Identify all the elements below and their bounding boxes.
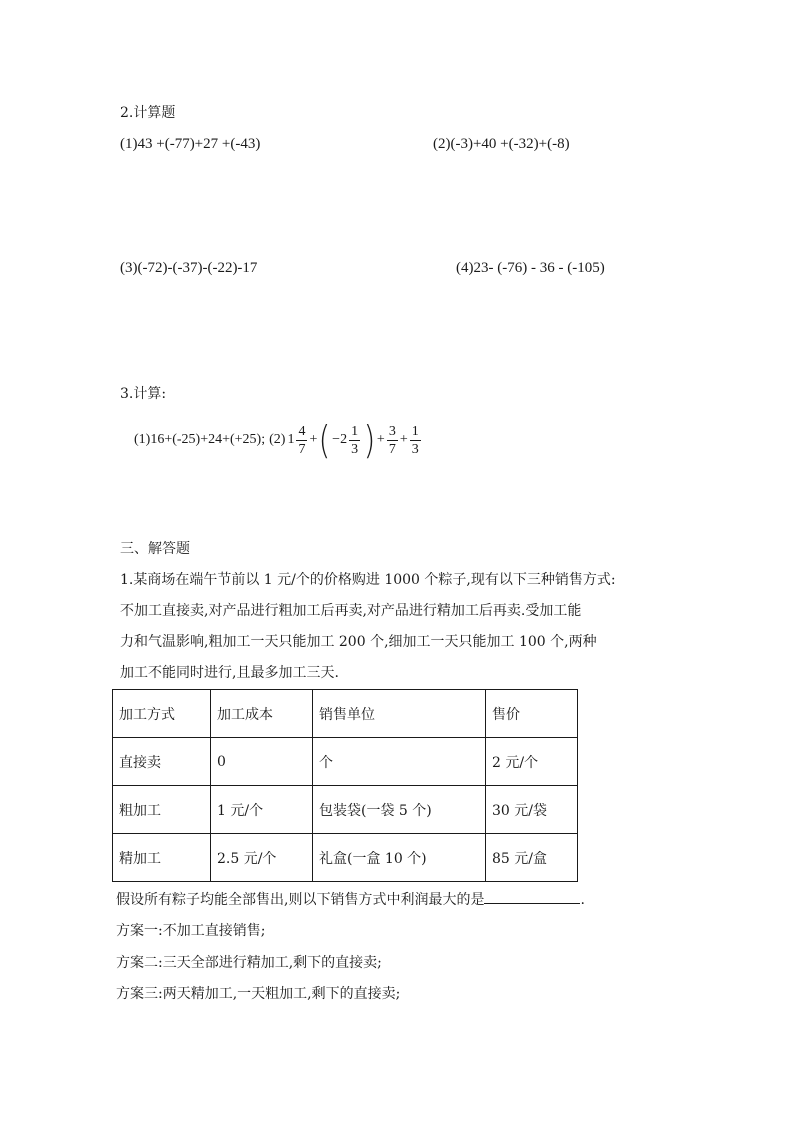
table-cell: 2.5 元/个 (211, 834, 313, 882)
section3-part2-label: (2) (269, 432, 286, 447)
section-answers-heading: 三、解答题 (120, 541, 190, 557)
table-header-row (113, 690, 578, 738)
plan-1: 方案一:不加工直接销售; (116, 923, 266, 939)
open-paren: ( (318, 418, 331, 462)
plus-sign: + (309, 432, 318, 447)
table-cell: 包装袋(一袋 5 个) (313, 786, 486, 834)
question-2-4: (4)23- (-76) - 36 - (-105) (456, 260, 605, 276)
mixed2-whole: −2 (332, 432, 348, 447)
question-2-3: (3)(-72)-(-37)-(-22)-17 (120, 260, 258, 276)
question-line (116, 889, 585, 910)
table-header-cell: 销售单位 (313, 690, 486, 738)
table-cell: 30 元/袋 (486, 786, 578, 834)
section3-heading: 3.计算: (120, 386, 167, 402)
section3-part1: (1)16+(-25)+24+(+25); (134, 432, 266, 447)
problem-line-3: 力和气温影响,粗加工一天只能加工 200 个,细加工一天只能加工 100 个,两种 (120, 634, 597, 650)
table-cell: 礼盒(一盒 10 个) (313, 834, 486, 882)
fraction-3-7: $\frac{3}{7}$ (388, 423, 396, 457)
table-header-cell: 加工方式 (113, 690, 211, 738)
processing-table (112, 689, 578, 882)
table-row (113, 834, 578, 882)
table-cell: 0 (211, 738, 313, 786)
close-paren: ) (363, 418, 376, 462)
table-cell: 精加工 (113, 834, 211, 882)
plan-2: 方案二:三天全部进行精加工,剩下的直接卖; (116, 955, 382, 971)
question-end: . (580, 892, 585, 908)
table-row (113, 786, 578, 834)
table-cell: 85 元/盒 (486, 834, 578, 882)
table-cell: 粗加工 (113, 786, 211, 834)
plus-sign: + (376, 432, 385, 447)
table-row (113, 738, 578, 786)
table-cell: 1 元/个 (211, 786, 313, 834)
plan-3: 方案三:两天精加工,一天粗加工,剩下的直接卖; (116, 986, 401, 1002)
problem-line-1: 1.某商场在端午节前以 1 元/个的价格购进 1000 个粽子,现有以下三种销售方式: (120, 572, 616, 588)
question-text: 假设所有粽子均能全部售出,则以下销售方式中利润最大的是 (116, 892, 485, 908)
table-header-cell: 售价 (486, 690, 578, 738)
table-cell: 2 元/个 (486, 738, 578, 786)
fraction-4-7: $\frac{4}{7}$ (298, 423, 306, 457)
mixed1-whole: 1 (287, 432, 295, 447)
problem-line-2: 不加工直接卖,对产品进行粗加工后再卖,对产品进行精加工后再卖.受加工能 (120, 603, 582, 619)
table-cell: 个 (313, 738, 486, 786)
plus-sign: + (399, 432, 408, 447)
fraction-1-3: $\frac{1}{3}$ (351, 423, 359, 457)
question-2-2: (2)(-3)+40 +(-32)+(-8) (433, 136, 570, 152)
fraction-1-3-b: $\frac{1}{3}$ (411, 423, 419, 457)
table-header-cell: 加工成本 (211, 690, 313, 738)
question-2-1: (1)43 +(-77)+27 +(-43) (120, 136, 261, 152)
answer-blank[interactable] (484, 889, 580, 904)
section2-heading: 2.计算题 (120, 105, 176, 121)
table-cell: 直接卖 (113, 738, 211, 786)
problem-line-4: 加工不能同时进行,且最多加工三天. (120, 665, 339, 681)
section3-expression (134, 418, 423, 462)
